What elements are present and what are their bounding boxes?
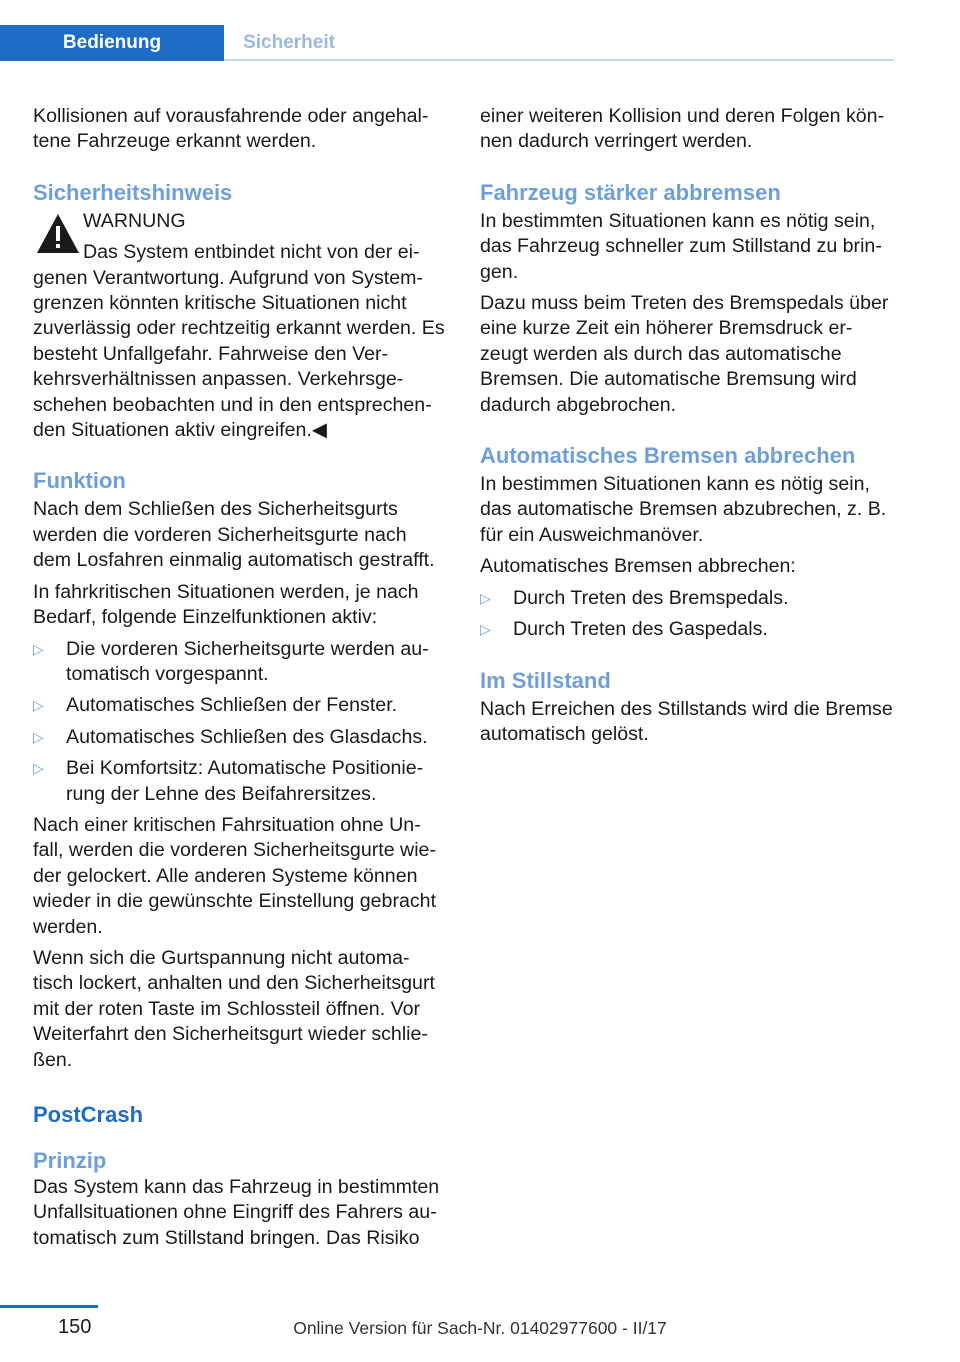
function-paragraph-2: In fahrkritischen Situationen werden, je nach Bedarf, folgende Einzelfunktionen aktiv:	[33, 580, 419, 629]
standstill-paragraph: Nach Erreichen des Stillstands wird die Bremse automatisch gelöst.	[480, 697, 893, 745]
brake-heading: Fahrzeug stärker abbremsen	[480, 179, 781, 205]
bullet-triangle-icon: ▷	[33, 640, 44, 657]
warning-block	[33, 209, 447, 444]
safety-heading: Sicherheitshinweis	[33, 179, 233, 205]
brake-paragraph-1: In bestimmten Situationen kann es nötig sein, das Fahrzeug schneller zum Stillstand zu brin‐gen.	[480, 209, 882, 283]
right-column	[480, 104, 898, 753]
principle-heading: Prinzip	[33, 1148, 107, 1173]
header-rule	[224, 59, 894, 61]
function-paragraph-3: Nach einer kritischen Fahrsituation ohne Un‐fall, werden die vorderen Sicherheitsgurte wie‐der gelockert. Alle anderen Systeme können wieder in die gewünschte Einstellung gebracht werden.	[33, 813, 437, 938]
brake-paragraph-2: Dazu muss beim Treten des Bremspedals über eine kurze Zeit ein höherer Bremsdruck er‐zeugt werden als durch das automatische Bremsen. Die automatische Bremsung wird dadurch abgebrochen.	[480, 292, 889, 416]
function-heading: Funktion	[33, 468, 126, 494]
continued-paragraph: einer weiteren Kollision und deren Folgen kön‐nen dadurch verringert werden.	[480, 105, 885, 153]
header-tabs	[0, 25, 894, 61]
warning-triangle-icon	[33, 209, 83, 259]
warning-title: WARNUNG	[83, 209, 186, 232]
footer-rule	[0, 1305, 98, 1308]
abort-paragraph-2: Automatisches Bremsen abbrechen:	[480, 555, 796, 578]
list-item: ▷ Durch Treten des Gaspedals.	[480, 617, 898, 642]
intro-paragraph: Kollisionen auf vorausfahrende oder angehal‐tene Fahrzeuge erkannt werden.	[33, 105, 429, 153]
bullet-triangle-icon: ▷	[33, 728, 44, 745]
list-item: ▷ Automatisches Schließen des Glasdachs.	[33, 725, 447, 750]
list-item: ▷ Durch Treten des Bremspedals.	[480, 586, 898, 611]
postcrash-heading: PostCrash	[33, 1102, 144, 1127]
tab-sicherheit[interactable]: Sicherheit	[243, 32, 335, 53]
abort-heading: Automatisches Bremsen abbrechen	[480, 443, 856, 469]
abort-list	[480, 586, 898, 643]
list-item: ▷ Die vorderen Sicherheitsgurte werden au‐tomatisch vorgespannt.	[33, 637, 429, 685]
list-item: ▷ Bei Komfortsitz: Automatische Positionie‐rung der Lehne des Beifahrersitzes.	[33, 757, 424, 805]
function-paragraph-4: Wenn sich die Gurtspannung nicht automa‐tisch lockert, anhalten und den Sicherheitsgurt mit der roten Taste im Schlossteil öffnen. Vor Weiterfahrt den Sicherheitsgurt wieder schlie‐ßen.	[33, 946, 435, 1071]
page-number: 150	[58, 1316, 92, 1338]
abort-paragraph-1: In bestimmen Situationen kann es nötig sein, das automatische Bremsen abzubrechen, z. B. für ein Ausweichmanöver.	[480, 473, 887, 546]
bullet-triangle-icon: ▷	[33, 760, 44, 777]
tab-bedienung[interactable]: Bedienung	[0, 25, 224, 61]
online-version-note: Online Version für Sach-Nr. 01402977600 - II/17	[293, 1318, 667, 1338]
left-column	[33, 104, 447, 1257]
function-paragraph-1: Nach dem Schließen des Sicherheitsgurts werden die vorderen Sicherheitsgurte nach dem Losfahren einmalig automatisch gestrafft.	[33, 498, 435, 572]
principle-paragraph: Das System kann das Fahrzeug in bestimmten Unfallsituationen ohne Eingriff des Fahrers au‐tomatisch zum Stillstand bringen. Das Risiko	[33, 1176, 440, 1249]
bullet-triangle-icon: ▷	[480, 589, 491, 606]
list-item: ▷ Automatisches Schließen der Fenster.	[33, 693, 447, 718]
standstill-heading: Im Stillstand	[480, 667, 611, 693]
warning-text: genen Verantwortung. Aufgrund von System‐grenzen könnten kritische Situationen nicht zuverlässig oder rechtzeitig erkannt werden. Es besteht Unfallgefahr. Fahrweise den Ver‐kehrsverhältnissen anpassen. Verkehrsge‐schehen beobachten und in den entsprechen‐den Situationen aktiv eingreifen.◀	[33, 266, 445, 442]
warning-lead: Das System entbindet nicht von der ei‐	[83, 241, 420, 264]
bullet-triangle-icon: ▷	[480, 621, 491, 638]
bullet-triangle-icon: ▷	[33, 697, 44, 714]
function-list	[33, 637, 447, 807]
